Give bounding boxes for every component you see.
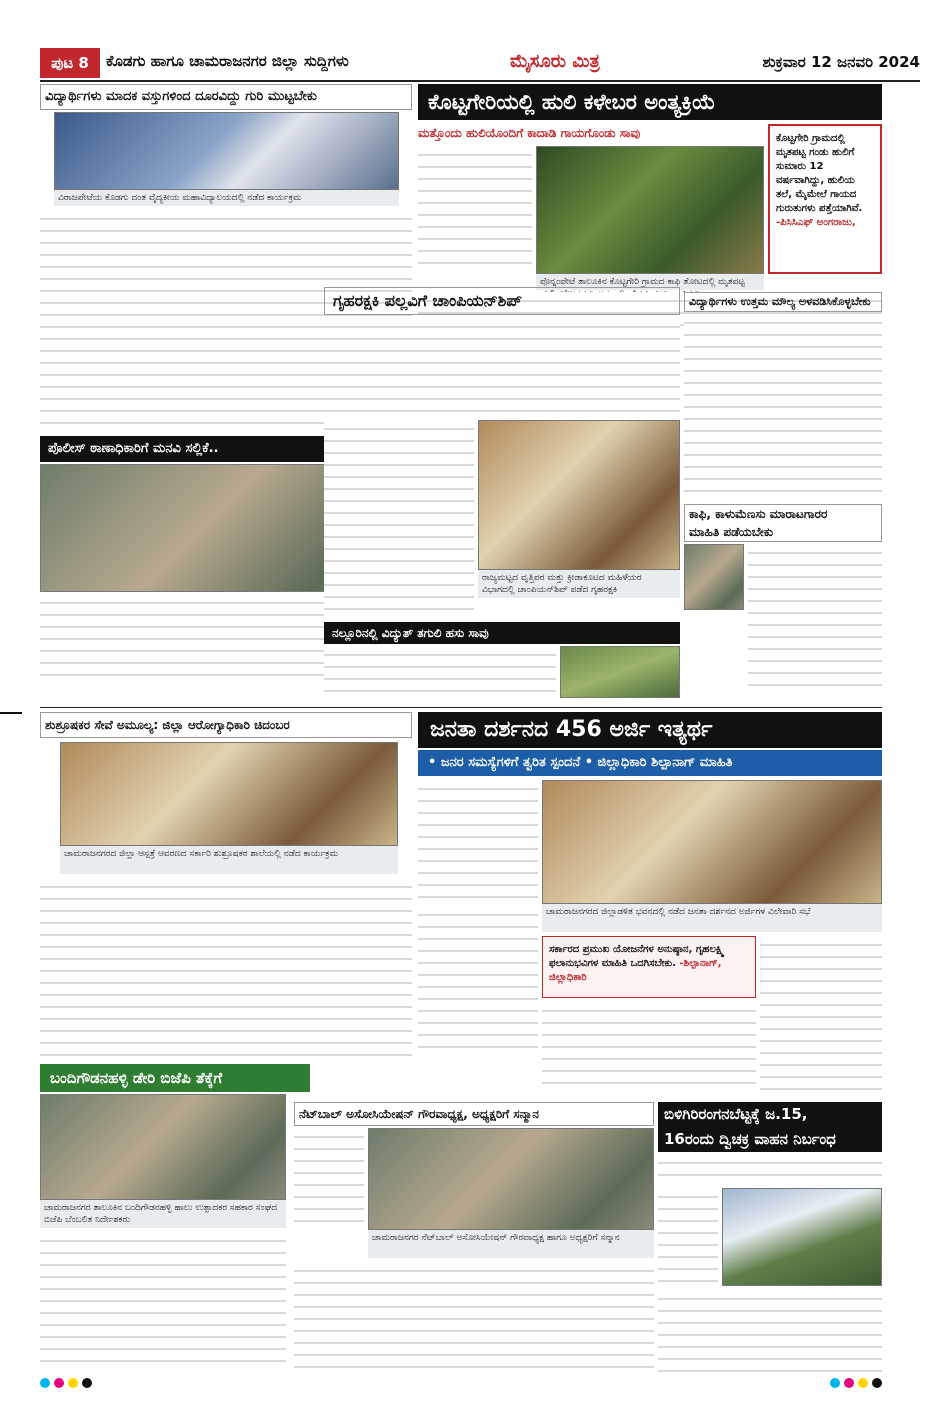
body-tiger-col1 — [418, 146, 532, 274]
body-sports — [324, 318, 680, 418]
headline-netball: ನೆಟ್‌ಬಾಲ್ ಅಸೋಸಿಯೇಷನ್ ಗೌರವಾಧ್ಯಕ್ಷ, ಅಧ್ಯಕ್ಷರಿಗೆ ಸನ್ಮಾನ — [294, 1102, 654, 1126]
caption-janata: ಚಾಮರಾಜನಗರದ ಜಿಲ್ಲಾಡಳಿತ ಭವನದಲ್ಲಿ ನಡೆದ ಜನತಾ ದರ್ಶನದ ಅರ್ಜಿಗಳ ವಿಲೇವಾರಿ ಸಭೆ — [542, 904, 882, 932]
headline-students: ವಿದ್ಯಾರ್ಥಿಗಳು ಉತ್ತಮ ಮೌಲ್ಯ ಅಳವಡಿಸಿಕೊಳ್ಳಬೇಕು — [684, 292, 882, 312]
body-sports-col — [324, 420, 474, 618]
caption-tiger: ಪೊನ್ನಂಪೇಟೆ ತಾಲೂಕಿನ ಕೊಟ್ಟಗೇರಿ ಗ್ರಾಮದ ಕಾಫಿ ತೋಟದಲ್ಲಿ ಮೃತಪಟ್ಟ — [536, 274, 764, 290]
subhead-tiger: ಮತ್ತೊಂದು ಹುಲಿಯೊಂದಿಗೆ ಕಾದಾಡಿ ಗಾಯಗೊಂಡು ಸಾವು — [418, 126, 641, 140]
side-crop-mark — [0, 712, 22, 714]
photo-shock-field — [560, 646, 680, 698]
caption-netball: ಚಾಮರಾಜನಗರ ನೆಟ್‌ಬಾಲ್ ಅಸೋಸಿಯೇಷನ್ ಗೌರವಾಧ್ಯಕ್ಷ ಹಾಗೂ ಅಧ್ಯಕ್ಷರಿಗೆ ಸನ್ಮಾನ — [368, 1230, 654, 1258]
headline-coffee-line1: ಕಾಫಿ, ಕಾಳುಮೆಣಸು ಮಾರಾಟಗಾರರ — [689, 507, 828, 521]
headline-janata: ಜನತಾ ದರ್ಶನದ 456 ಅರ್ಜಿ ಇತ್ಯರ್ಥ — [418, 712, 882, 748]
registration-dot-magenta-right — [844, 1378, 854, 1388]
headline-nursing: ಶುಶ್ರೂಷಕರ ಸೇವೆ ಅಮೂಲ್ಯ: ಜಿಲ್ಲಾ ಆರೋಗ್ಯಾಧಿಕಾರಿ ಚಿದಂಬರ — [40, 712, 412, 738]
registration-dot-black-right — [872, 1378, 882, 1388]
highlight-signature-janata: -ಶಿಲ್ಪಾನಾಗ್, ಜಿಲ್ಲಾಧಿಕಾರಿ — [549, 958, 722, 983]
body-biligiri-intro — [658, 1154, 882, 1186]
quote-box-tiger — [768, 124, 882, 274]
photo-nursing-event — [60, 742, 398, 846]
body-janata-col1 — [418, 780, 538, 904]
photo-tiger-carcass — [536, 146, 764, 274]
header-rule — [40, 80, 920, 82]
headline-shock: ನಲ್ಲೂರಿನಲ್ಲಿ ವಿದ್ಯುತ್ ತಗುಲಿ ಹಸು ಸಾವು — [324, 622, 680, 644]
headline-biligiri — [658, 1102, 882, 1152]
registration-dot-cyan — [40, 1378, 50, 1388]
body-dairy — [40, 1232, 286, 1372]
body-netball-col1 — [294, 1128, 364, 1230]
body-janata-col4 — [760, 936, 882, 1094]
headline-biligiri-line2: 16ರಂದು ದ್ವಿಚಕ್ರ ವಾಹನ ನಿರ್ಬಂಧ — [664, 1130, 836, 1148]
page-number-tag: ಪುಟ 8 — [40, 48, 100, 78]
body-students — [684, 314, 882, 498]
highlight-text-janata: ಸರ್ಕಾರದ ಪ್ರಮುಖ ಯೋಜನೆಗಳ ಅನುಷ್ಠಾನ, ಗೃಹಲಕ್ಷ್ಮಿ ಫಲಾನುಭವಿಗಳ ಮಾಹಿತಿ ಒದಗಿಸಬೇಕು. — [549, 944, 725, 969]
headline-dairy: ಬಂದಿಗೌಡನಹಳ್ಳಿ ಡೇರಿ ಬಿಜೆಪಿ ತೆಕ್ಕೆಗೆ — [40, 1064, 310, 1092]
headline-coffee-line2: ಮಾಹಿತಿ ಪಡೆಯಬೇಕು — [689, 525, 774, 539]
headline-biligiri-line1: ಬಿಳಿಗಿರಿರಂಗನಬೆಟ್ಟಕ್ಕೆ ಜ.15, — [664, 1105, 808, 1123]
quote-signature-tiger: -ಪಿಸಿಸಿಎಫ್ ಅಂಗರಾಜು, — [776, 217, 856, 228]
body-janata-col2 — [418, 906, 538, 1050]
registration-dot-yellow — [68, 1378, 78, 1388]
body-biligiri — [658, 1290, 882, 1372]
body-biligiri-col — [658, 1188, 718, 1286]
section-title: ಕೊಡಗು ಹಾಗೂ ಚಾಮರಾಜನಗರ ಜಿಲ್ಲಾ ಸುದ್ದಿಗಳು — [106, 52, 349, 70]
banner-janata: • ಜನರ ಸಮಸ್ಯೆಗಳಿಗೆ ತ್ವರಿತ ಸ್ಪಂದನೆ • ಜಿಲ್ಲಾಧಿಕಾರಿ ಶಿಲ್ಪಾನಾಗ್ ಮಾಹಿತಿ — [418, 750, 882, 776]
photo-janata-meeting — [542, 780, 882, 904]
body-janata-col3 — [542, 1002, 756, 1094]
caption-sports: ರಾಜ್ಯಮಟ್ಟದ ವೃತ್ತಿಪರ ಮತ್ತು ಕ್ರೀಡಾಕೂಟದ ಮಹಿಳೆಯರ ವಿಭಾಗದಲ್ಲಿ ಚಾಂಪಿಯನ್‌ಶಿಪ್ ಪಡೆದ ಗೃಹರಕ್ಷಕಿ — [478, 570, 680, 598]
registration-dot-magenta — [54, 1378, 64, 1388]
photo-coffee-officer — [684, 544, 744, 610]
photo-drugs-event — [54, 112, 399, 190]
caption-dairy: ಚಾಮರಾಜನಗರ ತಾಲೂಕಿನ ಬಂದಿಗೌಡನಹಳ್ಳಿ ಹಾಲು ಉತ್ಪಾದಕರ ಸಹಕಾರ ಸಂಘದ ಬಿಜೆಪಿ ಬೆಂಬಲಿತ ನಿರ್ದೇಶಕರು — [40, 1200, 286, 1228]
body-shock — [324, 646, 556, 698]
headline-sports: ಗೃಹರಕ್ಷಕಿ ಪಲ್ಲವಿಗೆ ಚಾಂಪಿಯನ್‌ಶಿಪ್ — [324, 287, 680, 315]
body-coffee — [748, 544, 882, 694]
fold-divider — [40, 707, 882, 708]
registration-dot-black — [82, 1378, 92, 1388]
photo-sports-award — [478, 420, 680, 570]
photo-netball-group — [368, 1128, 654, 1230]
caption-nursing: ಚಾಮರಾಜನಗರದ ಜಿಲ್ಲಾ ಆಸ್ಪತ್ರೆ ಆವರಣದ ಸರ್ಕಾರಿ ಶುಶ್ರೂಷಕರ ಶಾಲೆಯಲ್ಲಿ ನಡೆದ ಕಾರ್ಯಕ್ರಮ — [60, 846, 398, 874]
photo-biligiri-temple — [722, 1188, 882, 1286]
headline-drugs: ವಿದ್ಯಾರ್ಥಿಗಳು ಮಾದಕ ವಸ್ತುಗಳಿಂದ ದೂರವಿದ್ದು ಗುರಿ ಮುಟ್ಟಬೇಕು — [40, 84, 412, 110]
body-nursing — [40, 878, 412, 1060]
registration-dot-yellow-right — [858, 1378, 868, 1388]
photo-dairy-group — [40, 1094, 286, 1200]
highlight-box-janata — [542, 936, 756, 998]
body-netball — [294, 1262, 654, 1372]
headline-police: ಪೊಲೀಸ್ ಠಾಣಾಧಿಕಾರಿಗೆ ಮನವಿ ಸಲ್ಲಿಕೆ.. — [40, 436, 412, 462]
headline-tiger: ಕೊಟ್ಟಗೇರಿಯಲ್ಲಿ ಹುಲಿ ಕಳೇಬರ ಅಂತ್ಯಕ್ರಿಯೆ — [418, 84, 882, 120]
registration-dot-cyan-right — [830, 1378, 840, 1388]
caption-drugs: ವಿರಾಜಪೇಟೆಯ ಕೊಡಗು ದಂತ ವೈದ್ಯಕೀಯ ಮಹಾವಿದ್ಯಾಲಯದಲ್ಲಿ ನಡೆದ ಕಾರ್ಯಕ್ರಮ — [54, 190, 399, 206]
masthead-logo: ಮೈಸೂರು ಮಿತ್ರ — [510, 51, 600, 72]
page-header — [40, 48, 920, 78]
issue-date: ಶುಕ್ರವಾರ 12 ಜನವರಿ 2024 — [762, 53, 920, 71]
quote-text-tiger: ಕೊಟ್ಟಗೇರಿ ಗ್ರಾಮದಲ್ಲಿ ಮೃತಪಟ್ಟ ಗಂಡು ಹುಲಿಗೆ ಸುಮಾರು 12 ವರ್ಷವಾಗಿದ್ದು, ಹುಲಿಯ ತಲೆ, ಮೈಮೇಲೆ ಗಾಯದ ಗುರುತುಗಳು ಪತ್ತೆಯಾಗಿವೆ. — [776, 133, 863, 214]
headline-coffee — [684, 504, 882, 542]
